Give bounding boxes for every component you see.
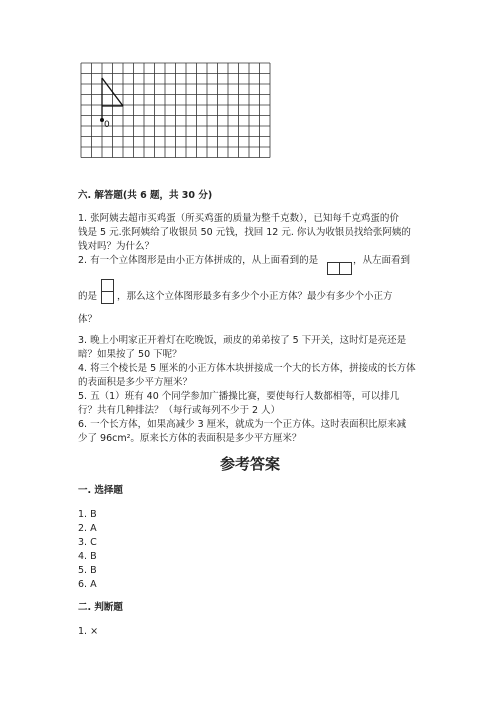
answers-title: 参考答案 — [219, 455, 280, 473]
answers-section2-heading: 二. 判断题 — [78, 602, 123, 613]
q2-line1: 2. 有一个立体图形是由小正方体拼成的，从上面看到的是 — [78, 255, 319, 266]
q1-line1: 1. 张阿姨去超市买鸡蛋（所买鸡蛋的质量为整千克数），已知每千克鸡蛋的价 — [78, 213, 399, 224]
q2-line3: 体？ — [78, 314, 98, 325]
answer-item: 6. A — [78, 579, 97, 590]
answer-item: 1. B — [78, 509, 97, 520]
q3-line2: 暗？如果按了 50 下呢？ — [78, 349, 182, 360]
q2-line1-end: ，从左面看到 — [353, 255, 411, 266]
grid-svg — [78, 62, 274, 162]
q1-line3: 钱对吗？为什么？ — [78, 241, 155, 252]
q2-line2: ，那么这个立体图形最多有多少个小正方体？最少有多少个小正方 — [117, 291, 393, 302]
answer-item: 4. B — [78, 551, 97, 562]
q4-line2: 的表面积是多少平方厘米？ — [78, 377, 193, 388]
answers-section1-heading: 一. 选择题 — [78, 485, 123, 496]
grid-lines — [81, 63, 270, 158]
left-view-square — [101, 291, 114, 304]
answer-item: 1. × — [78, 626, 99, 637]
origin-label: 0 — [104, 120, 110, 130]
q4-line1: 4. 将三个棱长是 5 厘米的小正方体木块拼接成一个大的长方体，拼接成的长方体 — [78, 363, 416, 374]
q6-line1: 6. 一个长方体，如果高减少 3 厘米，就成为一个正方体。这时表面积比原来减 — [78, 419, 407, 430]
q5-line2: 行？共有几种排法？（每行或每列不少于 2 人） — [78, 405, 281, 416]
answer-item: 5. B — [78, 565, 97, 576]
top-view-square — [339, 262, 352, 275]
q6-line2: 少了 96cm²。原来长方体的表面积是多少平方厘米？ — [78, 433, 302, 444]
answer-item: 2. A — [78, 523, 97, 534]
grid-figure — [78, 62, 274, 166]
q2-line2-start: 的是 — [78, 291, 98, 302]
section6-heading: 六. 解答题(共 6 题，共 30 分) — [78, 190, 213, 201]
answer-item: 3. C — [78, 537, 97, 548]
q1-line2: 钱是 5 元.张阿姨给了收银员 50 元钱，找回 12 元. 你认为收银员找给张阿姨的 — [78, 227, 411, 238]
q3-line1: 3. 晚上小明家正开着灯在吃晚饭，顽皮的弟弟按了 5 下开关，这时灯是亮还是 — [78, 335, 407, 346]
top-view-figure — [327, 262, 352, 275]
q5-line1: 5. 五（1）班有 40 个同学参加广播操比赛，要使每行人数都相等，可以排几 — [78, 391, 400, 402]
left-view-figure — [101, 279, 114, 304]
